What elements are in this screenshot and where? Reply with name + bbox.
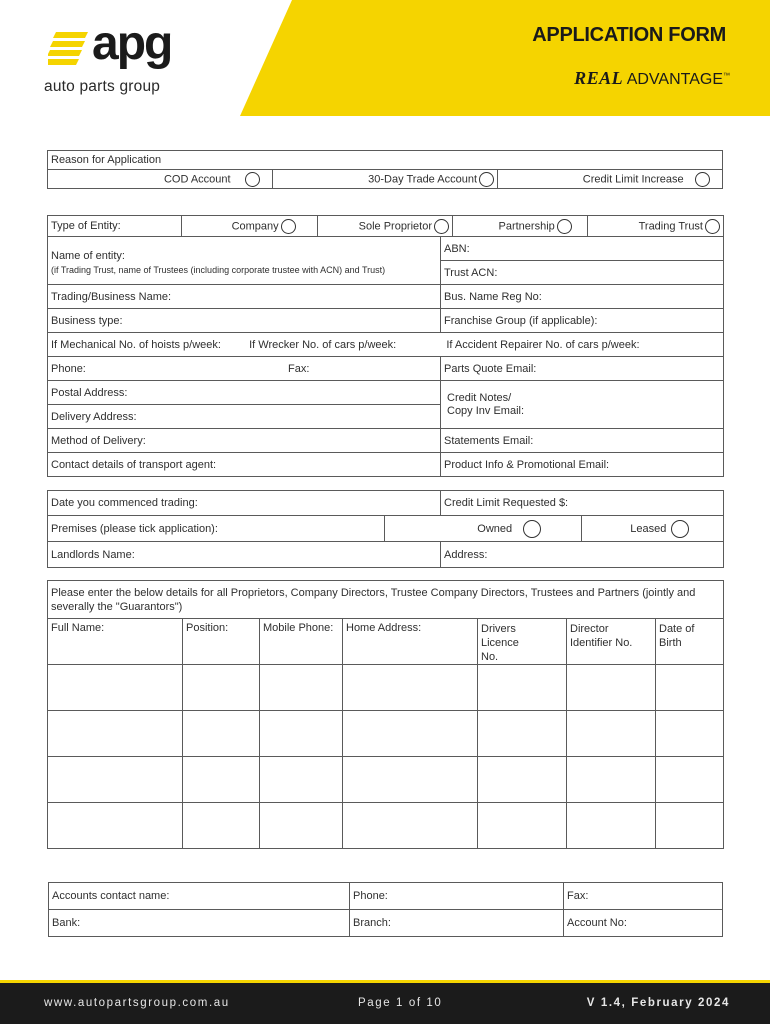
form-title: APPLICATION FORM <box>532 24 726 46</box>
transport-agent-field[interactable]: Contact details of transport agent: <box>48 453 441 477</box>
footer-website[interactable]: www.autopartsgroup.com.au <box>44 997 230 1009</box>
cell-home-address[interactable] <box>343 711 478 757</box>
cell-position[interactable] <box>183 757 260 803</box>
credit-notes-email-field[interactable] <box>441 381 724 429</box>
radio-sole-proprietor[interactable] <box>434 219 449 234</box>
bus-name-reg-field[interactable]: Bus. Name Reg No: <box>441 285 724 309</box>
footer-version: V 1.4, February 2024 <box>586 997 730 1009</box>
cell-licence[interactable] <box>478 711 567 757</box>
cell-dob[interactable] <box>656 711 724 757</box>
cell-dob[interactable] <box>656 757 724 803</box>
cell-mobile[interactable] <box>260 711 343 757</box>
postal-address-field[interactable]: Postal Address: <box>48 381 441 405</box>
details-table <box>47 236 724 477</box>
trademark: ™ <box>723 72 730 80</box>
radio-partnership[interactable] <box>557 219 572 234</box>
col-mobile-phone: Mobile Phone: <box>260 619 343 665</box>
cell-position[interactable] <box>183 803 260 849</box>
radio-trading-trust[interactable] <box>705 219 720 234</box>
premises-leased-option[interactable]: Leased <box>582 516 724 542</box>
phone-fax-row[interactable] <box>48 357 441 381</box>
guarantors-intro: Please enter the below details for all Proprietors, Company Directors, Trustee Company Directors, Trustees and Partners (jointly and severally the "Guarantors") <box>48 581 724 619</box>
credit-limit-field[interactable]: Credit Limit Requested $: <box>441 491 724 516</box>
entity-table <box>47 215 724 237</box>
cell-dob[interactable] <box>656 665 724 711</box>
entity-label: Type of Entity: <box>48 216 182 237</box>
cell-position[interactable] <box>183 711 260 757</box>
vehicle-volume-row[interactable] <box>48 333 724 357</box>
entity-option-company[interactable]: Company <box>182 216 318 237</box>
name-of-entity-note: (if Trading Trust, name of Trustees (including corporate trustee with ACN) and Trust) <box>51 265 386 275</box>
accounts-phone-field[interactable]: Phone: <box>350 883 564 910</box>
date-commenced-field[interactable]: Date you commenced trading: <box>48 491 441 516</box>
cell-licence[interactable] <box>478 803 567 849</box>
advantage-wordmark: ADVANTAGE <box>626 71 723 88</box>
cell-director-id[interactable] <box>567 665 656 711</box>
radio-30day[interactable] <box>479 172 494 187</box>
guarantors-table <box>47 580 724 849</box>
cell-home-address[interactable] <box>343 803 478 849</box>
col-position: Position: <box>183 619 260 665</box>
col-director-identifier: Director Identifier No. <box>567 619 656 665</box>
cell-licence[interactable] <box>478 665 567 711</box>
name-of-entity-field[interactable] <box>48 237 441 285</box>
real-advantage-logo <box>574 68 730 89</box>
logo-word: apg <box>92 17 172 70</box>
apg-logo <box>44 18 214 98</box>
table-row <box>48 665 724 711</box>
cell-director-id[interactable] <box>567 711 656 757</box>
branch-field[interactable]: Branch: <box>350 910 564 937</box>
trading-table <box>47 490 724 568</box>
reason-option-cod[interactable]: COD Account <box>48 170 273 189</box>
cell-director-id[interactable] <box>567 803 656 849</box>
cell-full-name[interactable] <box>48 803 183 849</box>
header-band <box>240 0 770 116</box>
business-type-field[interactable]: Business type: <box>48 309 441 333</box>
phone-label: Phone: <box>51 362 86 375</box>
cell-full-name[interactable] <box>48 665 183 711</box>
cell-mobile[interactable] <box>260 757 343 803</box>
accounts-contact-field[interactable]: Accounts contact name: <box>49 883 350 910</box>
cell-position[interactable] <box>183 665 260 711</box>
logo-stripes-icon <box>48 30 92 70</box>
franchise-group-field[interactable]: Franchise Group (if applicable): <box>441 309 724 333</box>
cell-licence[interactable] <box>478 757 567 803</box>
product-info-email-field[interactable]: Product Info & Promotional Email: <box>441 453 724 477</box>
footer-page-number: Page 1 of 10 <box>358 997 443 1009</box>
credit-notes-label: Credit Notes/ <box>447 392 512 404</box>
radio-company[interactable] <box>281 219 296 234</box>
cell-home-address[interactable] <box>343 665 478 711</box>
col-date-of-birth: Date of Birth <box>656 619 724 665</box>
accounts-fax-field[interactable]: Fax: <box>564 883 723 910</box>
cell-full-name[interactable] <box>48 711 183 757</box>
reason-table <box>47 150 723 189</box>
fax-label: Fax: <box>288 362 310 375</box>
entity-option-partnership[interactable]: Partnership <box>453 216 588 237</box>
header-band-shape <box>240 0 770 116</box>
cell-mobile[interactable] <box>260 803 343 849</box>
statements-email-field[interactable]: Statements Email: <box>441 429 724 453</box>
cell-full-name[interactable] <box>48 757 183 803</box>
method-delivery-field[interactable]: Method of Delivery: <box>48 429 441 453</box>
copy-inv-label: Copy Inv Email: <box>447 405 525 417</box>
radio-cod[interactable] <box>245 172 260 187</box>
premises-label: Premises (please tick application): <box>48 516 385 542</box>
logo-subtitle: auto parts group <box>44 78 161 95</box>
entity-option-sole[interactable]: Sole Proprietor <box>318 216 453 237</box>
trading-name-field[interactable]: Trading/Business Name: <box>48 285 441 309</box>
wrecker-label: If Wrecker No. of cars p/week: <box>249 338 397 351</box>
radio-leased[interactable] <box>671 520 689 538</box>
mechanical-label: If Mechanical No. of hoists p/week: <box>51 338 221 351</box>
reason-heading: Reason for Application <box>48 151 723 170</box>
reason-option-30day[interactable]: 30-Day Trade Account <box>273 170 498 189</box>
parts-quote-email-field[interactable]: Parts Quote Email: <box>441 357 724 381</box>
name-of-entity-label: Name of entity: <box>51 250 125 262</box>
bank-field[interactable]: Bank: <box>49 910 350 937</box>
cell-mobile[interactable] <box>260 665 343 711</box>
table-row <box>48 757 724 803</box>
radio-owned[interactable] <box>523 520 541 538</box>
col-home-address: Home Address: <box>343 619 478 665</box>
reason-option-credit[interactable]: Credit Limit Increase <box>498 170 723 189</box>
radio-credit-limit[interactable] <box>695 172 710 187</box>
trust-acn-field[interactable]: Trust ACN: <box>441 261 724 285</box>
landlords-name-field[interactable]: Landlords Name: <box>48 542 441 568</box>
col-drivers-licence: Drivers Licence No. <box>478 619 567 665</box>
delivery-address-field[interactable]: Delivery Address: <box>48 405 441 429</box>
account-no-field[interactable]: Account No: <box>564 910 723 937</box>
col-full-name: Full Name: <box>48 619 183 665</box>
abn-field[interactable]: ABN: <box>441 237 724 261</box>
entity-option-trust[interactable]: Trading Trust <box>588 216 724 237</box>
cell-director-id[interactable] <box>567 757 656 803</box>
accident-label: If Accident Repairer No. of cars p/week: <box>446 338 640 351</box>
table-row <box>48 711 724 757</box>
landlord-address-field[interactable]: Address: <box>441 542 724 568</box>
table-row <box>48 803 724 849</box>
cell-home-address[interactable] <box>343 757 478 803</box>
premises-owned-option[interactable]: Owned <box>385 516 582 542</box>
accounts-table <box>48 882 723 937</box>
cell-dob[interactable] <box>656 803 724 849</box>
footer <box>0 980 770 1024</box>
real-wordmark: REAL <box>574 68 624 88</box>
